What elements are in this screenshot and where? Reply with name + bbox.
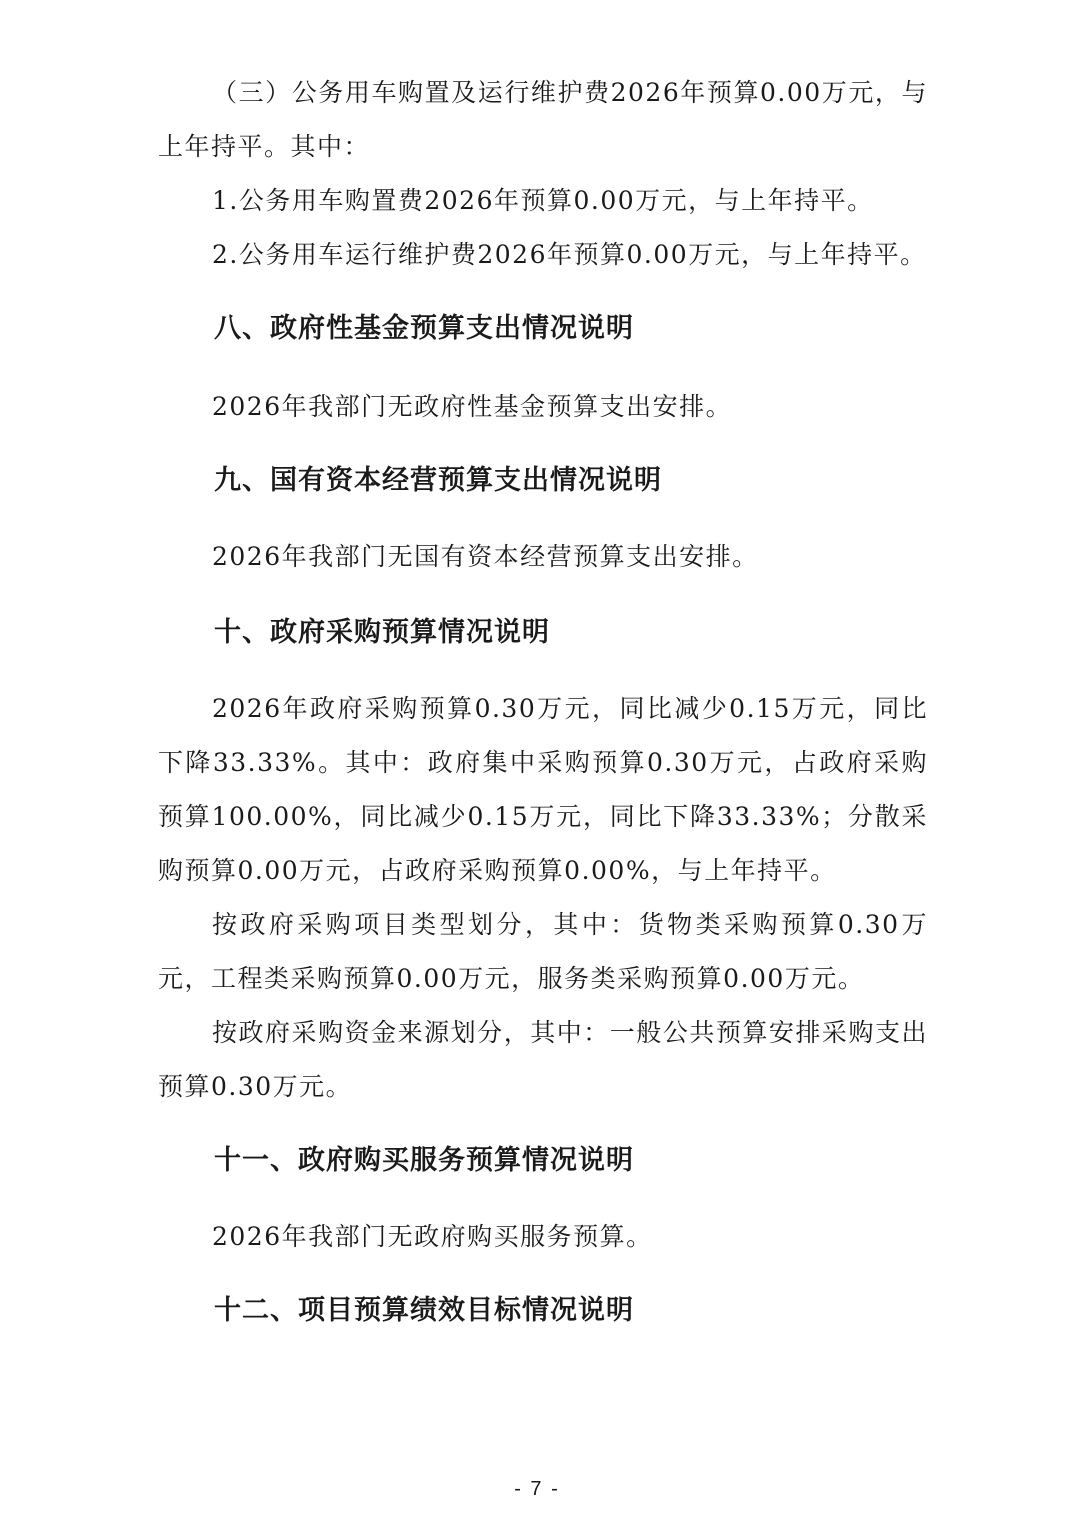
page-number: - 7 - (514, 1478, 560, 1500)
paragraph-vehicle-expenses: （三）公务用车购置及运行维护费2026年预算0.00万元，与上年持平。其中： (158, 78, 928, 161)
document-page (158, 0, 928, 1520)
heading-performance-targets: 十二、项目预算绩效目标情况说明 (214, 1295, 634, 1326)
paragraph-vehicle-maintenance: 2.公务用车运行维护费2026年预算0.00万元，与上年持平。 (212, 240, 927, 269)
paragraph-procurement-by-type: 按政府采购项目类型划分，其中：货物类采购预算0.30万元，工程类采购预算0.00万元，服务类采购预算0.00万元。 (158, 910, 928, 993)
heading-procurement: 十、政府采购预算情况说明 (214, 617, 550, 648)
paragraph-procurement-summary: 2026年政府采购预算0.30万元，同比减少0.15万元，同比下降33.33%。其中：政府集中采购预算0.30万元，占政府采购预算100.00%，同比减少0.15万元，同比下降33.33%；分散采购预算0.00万元，占政府采购预算0.00%，与上年持平。 (158, 694, 928, 885)
paragraph-government-fund: 2026年我部门无政府性基金预算支出安排。 (212, 392, 733, 421)
paragraph-vehicle-purchase: 1.公务用车购置费2026年预算0.00万元，与上年持平。 (212, 186, 874, 215)
heading-purchased-services: 十一、政府购买服务预算情况说明 (214, 1145, 634, 1176)
paragraph-purchased-services: 2026年我部门无政府购买服务预算。 (212, 1222, 653, 1251)
heading-state-capital: 九、国有资本经营预算支出情况说明 (214, 465, 662, 496)
paragraph-procurement-by-source: 按政府采购资金来源划分，其中：一般公共预算安排采购支出预算0.30万元。 (158, 1018, 928, 1101)
paragraph-state-capital: 2026年我部门无国有资本经营预算支出安排。 (212, 542, 759, 571)
heading-government-fund: 八、政府性基金预算支出情况说明 (214, 313, 634, 344)
